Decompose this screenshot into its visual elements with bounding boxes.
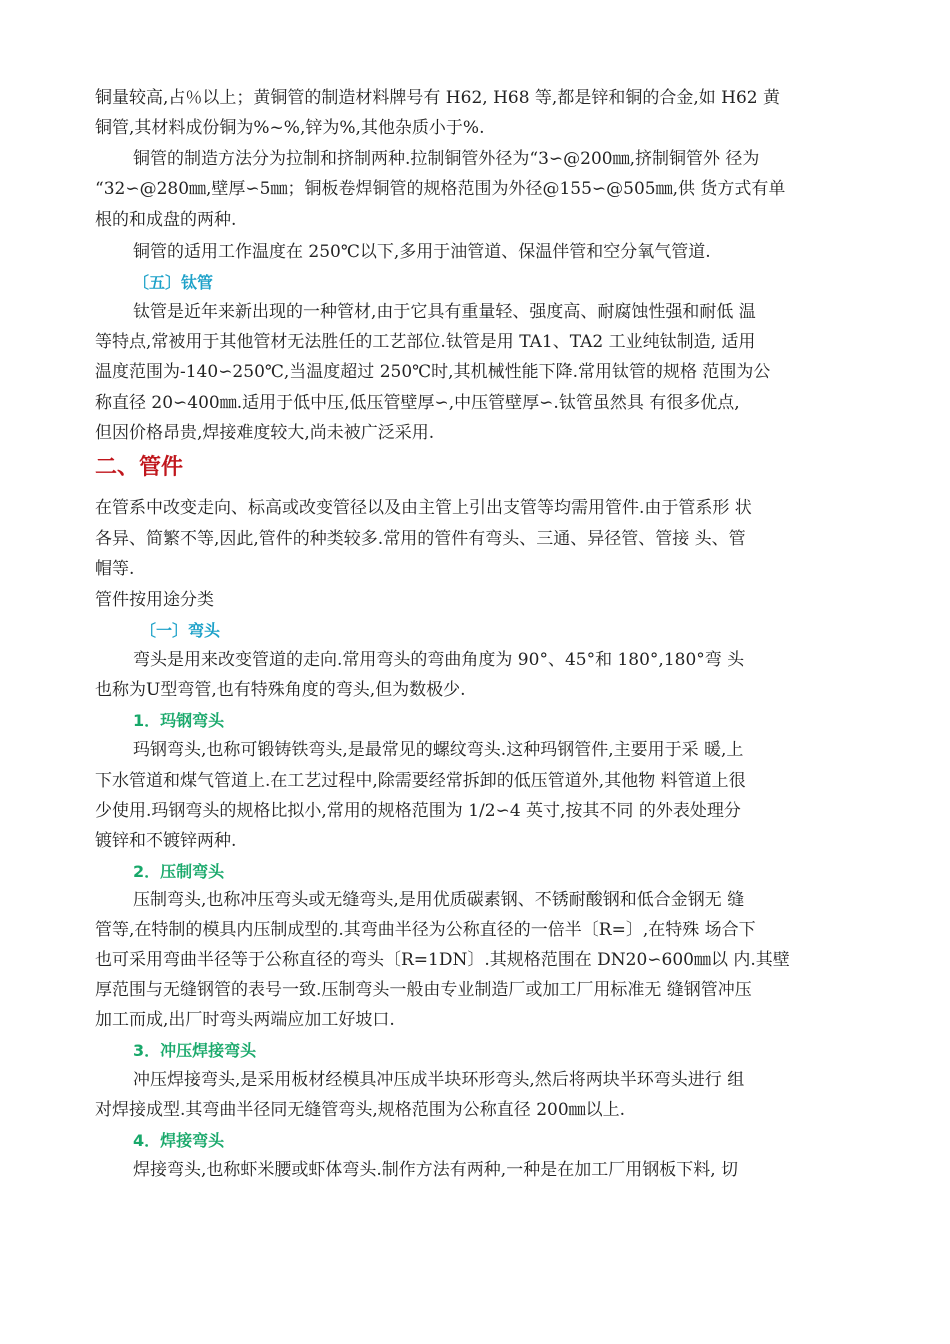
paragraph-line: 称直径 20∽400㎜.适用于低中压,低压管壁厚∽,中压管壁厚∽.钛管虽然具 有很多优点,	[95, 393, 740, 413]
paragraph-line: 压制弯头,也称冲压弯头或无缝弯头,是用优质碳素钢、不锈耐酸钢和低合金钢无 缝	[133, 890, 745, 910]
paragraph-line: 玛钢弯头,也称可锻铸铁弯头,是最常见的螺纹弯头.这种玛钢管件,主要用于采 暖,上	[133, 740, 744, 760]
paragraph-line: 管等,在特制的模具内压制成型的.其弯曲半径为公称直径的一倍半〔R=〕,在特殊 场合下	[95, 920, 756, 940]
paragraph-line: 加工而成,出厂时弯头两端应加工好坡口.	[95, 1010, 395, 1030]
subsection-heading-malleable-elbow: 1．玛钢弯头	[133, 711, 225, 730]
paragraph-line: 也称为U型弯管,也有特殊角度的弯头,但为数极少.	[95, 680, 466, 700]
paragraph-line: 弯头是用来改变管道的走向.常用弯头的弯曲角度为 90°、45°和 180°,180°弯 头	[133, 650, 745, 670]
section-heading-elbow: 〔一〕弯头	[140, 621, 221, 640]
paragraph-line: “32∽@280㎜,壁厚∽5㎜；铜板卷焊铜管的规格范围为外径@155∽@505㎜,供 货方式有单	[95, 179, 786, 199]
paragraph-line: 少使用.玛钢弯头的规格比拟小,常用的规格范围为 1/2∽4 英寸,按其不同 的外表处理分	[95, 801, 741, 821]
paragraph-line: 铜管的制造方法分为拉制和挤制两种.拉制铜管外径为“3∽@200㎜,挤制铜管外 径为	[133, 149, 760, 169]
paragraph-line: 也可采用弯曲半径等于公称直径的弯头〔R=1DN〕.其规格范围在 DN20∽600㎜以 内.其壁	[95, 950, 790, 970]
paragraph-line: 根的和成盘的两种.	[95, 210, 237, 230]
paragraph-line: 铜管的适用工作温度在 250℃以下,多用于油管道、保温伴管和空分氧气管道.	[133, 242, 711, 262]
paragraph-line: 在管系中改变走向、标高或改变管径以及由主管上引出支管等均需用管件.由于管系形 状	[95, 498, 752, 518]
paragraph-line: 温度范围为-140∽250℃,当温度超过 250℃时,其机械性能下降.常用钛管的规格 范围为公	[95, 362, 771, 382]
section-heading-titanium-pipe: 〔五〕钛管	[133, 273, 214, 292]
paragraph-line: 等特点,常被用于其他管材无法胜任的工艺部位.钛管是用 TA1、TA2 工业纯钛制造, 适用	[95, 332, 756, 352]
chapter-heading-fittings: 二、管件	[95, 455, 184, 480]
subsection-heading-pressed-elbow: 2．压制弯头	[133, 862, 225, 881]
paragraph-line: 但因价格昂贵,焊接难度较大,尚未被广泛采用.	[95, 423, 435, 443]
subsection-heading-stamped-welded-elbow: 3．冲压焊接弯头	[133, 1041, 257, 1060]
paragraph-line: 铜管,其材料成份铜为%~%,锌为%,其他杂质小于%.	[95, 118, 485, 138]
paragraph-line: 各异、简繁不等,因此,管件的种类较多.常用的管件有弯头、三通、异径管、管接 头、管	[95, 529, 746, 549]
paragraph-line: 焊接弯头,也称虾米腰或虾体弯头.制作方法有两种,一种是在加工厂用钢板下料, 切	[133, 1160, 739, 1180]
paragraph-line: 管件按用途分类	[95, 590, 214, 610]
subsection-heading-welded-elbow: 4．焊接弯头	[133, 1131, 225, 1150]
paragraph-line: 对焊接成型.其弯曲半径同无缝管弯头,规格范围为公称直径 200㎜以上.	[95, 1100, 626, 1120]
paragraph-line: 冲压焊接弯头,是采用板材经模具冲压成半块环形弯头,然后将两块半环弯头进行 组	[133, 1070, 745, 1090]
paragraph-line: 下水管道和煤气管道上.在工艺过程中,除需要经常拆卸的低压管道外,其他物 料管道上很	[95, 771, 746, 791]
paragraph-line: 帽等.	[95, 559, 135, 579]
paragraph-line: 镀锌和不镀锌两种.	[95, 831, 237, 851]
paragraph-line: 厚范围与无缝钢管的表号一致.压制弯头一般由专业制造厂或加工厂用标准无 缝钢管冲压	[95, 980, 752, 1000]
paragraph-line: 铜量较高,占％以上；黄铜管的制造材料牌号有 H62, H68 等,都是锌和铜的合金,如 H62 黄	[95, 88, 781, 108]
paragraph-line: 钛管是近年来新出现的一种管材,由于它具有重量轻、强度高、耐腐蚀性强和耐低 温	[133, 302, 756, 322]
